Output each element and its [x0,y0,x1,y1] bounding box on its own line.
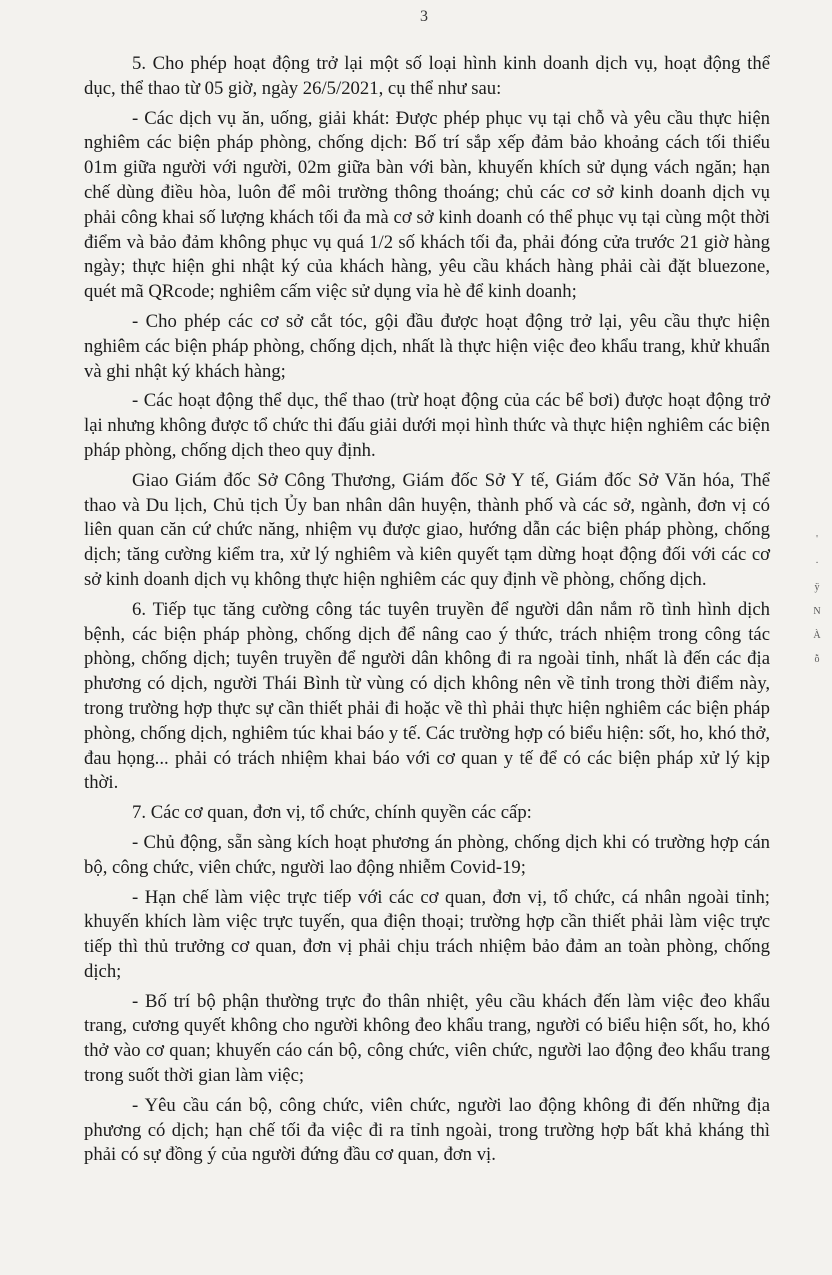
page-number: 3 [420,8,428,25]
paragraph-section-6: 6. Tiếp tục tăng cường công tác tuyên truyền để người dân nắm rõ tình hình dịch bệnh, các biện pháp phòng, chống dịch để nâng cao ý thức, trách nhiệm trong công tác phòng, chống dịch; tuyên truyền để người dân không đi ra ngoài tỉnh, nhất là đến các địa phương có dịch, người Thái Bình từ vùng có dịch không nên về tỉnh trong thời điểm này, trong trường hợp thực sự cần thiết phải đi hoặc về thì phải thực hiện nghiêm các biện pháp phòng, chống dịch, nghiêm túc khai báo y tế. Các trường hợp có biểu hiện: sốt, ho, khó thở, đau họng... phải có trách nhiệm khai báo với cơ quan y tế để có các biện pháp xử lý kịp thời. [84,598,770,794]
paragraph-food-services: - Các dịch vụ ăn, uống, giải khát: Được phép phục vụ tại chỗ và yêu cầu thực hiện nghiêm các biện pháp phòng, chống dịch: Bố trí sắp xếp đảm bảo khoảng cách tối thiểu 01m giữa người với người, 02m giữa bàn với bàn, khuyến khích sử dụng vách ngăn; hạn chế dùng điều hòa, luôn để môi trường thông thoáng; chủ các cơ sở kinh doanh dịch vụ phải công khai số lượng khách tối đa mà cơ sở kinh doanh có thể phục vụ tại cùng một thời điểm và bảo đảm không phục vụ quá 1/2 số khách tối đa, phải đóng cửa trước 21 giờ hàng ngày; thực hiện ghi nhật ký của khách hàng, yêu cầu khách hàng phải cài đặt bluezone, quét mã QRcode; nghiêm cấm việc sử dụng vỉa hè để kinh doanh; [84,107,770,303]
margin-mark: ' [816,534,818,545]
paragraph-activation-plan: - Chủ động, sẵn sàng kích hoạt phương án phòng, chống dịch khi có trường hợp cán bộ, công chức, viên chức, người lao động nhiễm Covid-19; [84,831,770,878]
paragraph-assignment: Giao Giám đốc Sở Công Thương, Giám đốc Sở Y tế, Giám đốc Sở Văn hóa, Thể thao và Du lịch, Chủ tịch Ủy ban nhân dân huyện, thành phố và các sở, ngành, đơn vị có liên quan căn cứ chức năng, nhiệm vụ được giao, hướng dẫn các biện pháp phòng, chống dịch; tăng cường kiểm tra, xử lý nghiêm và kiên quyết tạm dừng hoạt động đối với các cơ sở kinh doanh dịch vụ không thực hiện nghiêm các quy định về phòng, chống dịch. [84,469,770,590]
margin-mark: ỗ [814,654,820,665]
paragraph-temperature-check: - Bố trí bộ phận thường trực đo thân nhiệt, yêu cầu khách đến làm việc đeo khẩu trang, cương quyết không cho người không đeo khẩu trang, người có biểu hiện sốt, ho, khó thở vào cơ quan; khuyến cáo cán bộ, công chức, viên chức, người lao động đeo khẩu trang trong suốt thời gian làm việc; [84,990,770,1087]
margin-mark: ÿ [814,582,820,593]
document-body [84,52,770,1173]
margin-mark: À [813,630,821,641]
paragraph-section-7-intro: 7. Các cơ quan, đơn vị, tổ chức, chính quyền các cấp: [132,802,532,824]
margin-mark: N [813,606,821,617]
margin-mark: · [815,558,819,569]
paragraph-limit-direct-work: - Hạn chế làm việc trực tiếp với các cơ quan, đơn vị, tổ chức, cá nhân ngoài tỉnh; khuyến khích làm việc trực tuyến, qua điện thoại; trường hợp cần thiết phải làm việc trực tiếp thì thủ trưởng cơ quan, đơn vị phải chịu trách nhiệm bảo đảm an toàn phòng, chống dịch; [84,886,770,982]
paragraph-section-5-intro: 5. Cho phép hoạt động trở lại một số loại hình kinh doanh dịch vụ, hoạt động thể dục, thể thao từ 05 giờ, ngày 26/5/2021, cụ thể như sau: [84,53,770,99]
paragraph-sports: - Các hoạt động thể dục, thể thao (trừ hoạt động của các bể bơi) được hoạt động trở lại nhưng không được tổ chức thi đấu giải dưới mọi hình thức và thực hiện nghiêm các biện pháp phòng, chống dịch theo quy định. [84,390,770,461]
paragraph-travel-restriction: - Yêu cầu cán bộ, công chức, viên chức, người lao động không đi đến những địa phương có dịch; hạn chế tối đa việc đi ra tỉnh ngoài, trong trường hợp bất khả kháng thì phải có sự đồng ý của người đứng đầu cơ quan, đơn vị. [84,1094,770,1166]
paragraph-hair-salons: - Cho phép các cơ sở cắt tóc, gội đầu được hoạt động trở lại, yêu cầu thực hiện nghiêm các biện pháp phòng, chống dịch, nhất là thực hiện việc đeo khẩu trang, khử khuẩn và ghi nhật ký khách hàng; [84,310,770,382]
margin-stamp-marks [806,528,828,672]
